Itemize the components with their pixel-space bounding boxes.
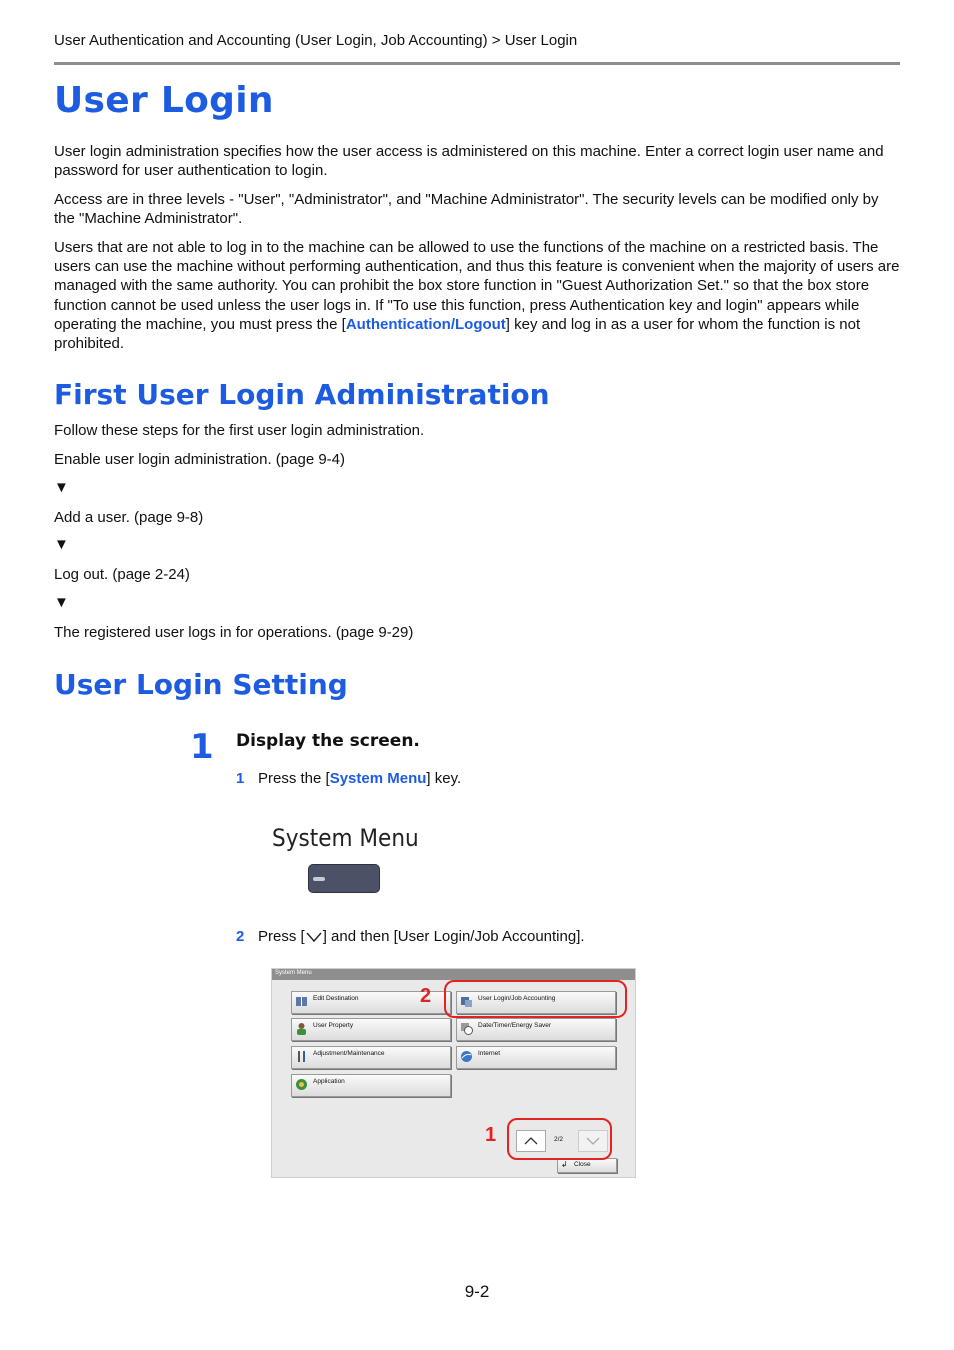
first-admin-step: Enable user login administration. (page 9-4) xyxy=(54,451,345,468)
close-label: Close xyxy=(574,1161,591,1168)
button-label: Application xyxy=(313,1078,345,1085)
application-button[interactable] xyxy=(291,1074,451,1097)
system-menu-key-label: System Menu xyxy=(272,824,419,852)
page-number: 9-2 xyxy=(464,1282,490,1301)
key-led-icon xyxy=(313,877,325,881)
adjustment-maintenance-button[interactable] xyxy=(291,1046,451,1069)
page-title: User Login xyxy=(54,80,274,121)
substep-number: 1 xyxy=(236,770,245,787)
book-icon xyxy=(295,995,308,1008)
intro-p3-text-b: ] key and log in as a user for whom the function is not prohibited. xyxy=(54,315,861,353)
intro-paragraph-2: Access are in three levels - "User", "Administrator", and "Machine Administrator". The security levels can be modified only by the "Machine Administrator". xyxy=(54,191,879,228)
date-timer-energy-saver-button[interactable] xyxy=(456,1018,616,1041)
panel-header xyxy=(272,969,635,980)
callout-number-1: 1 xyxy=(485,1124,497,1146)
return-arrow-icon: ↲ xyxy=(561,1160,568,1169)
internet-button[interactable] xyxy=(456,1046,616,1069)
authentication-logout-key: Authentication/Logout xyxy=(345,315,506,333)
substep-text xyxy=(258,928,585,945)
flow-arrow: ▼ xyxy=(54,479,69,496)
first-admin-step: Add a user. (page 9-8) xyxy=(54,509,204,526)
app-icon xyxy=(295,1078,308,1091)
breadcrumb: User Authentication and Accounting (User Login, Job Accounting) > User Login xyxy=(54,32,578,49)
globe-icon xyxy=(460,1050,473,1063)
first-admin-heading: First User Login Administration xyxy=(54,378,550,411)
user-icon xyxy=(295,1022,308,1035)
page-indicator: 2/2 xyxy=(554,1136,564,1143)
substep-text xyxy=(258,770,461,787)
substep-number: 2 xyxy=(236,928,245,945)
flow-arrow: ▼ xyxy=(54,594,69,611)
first-admin-lead: Follow these steps for the first user login administration. xyxy=(54,422,425,439)
intro-p3-text-a: Users that are not able to log in to the machine can be allowed to use the functions of the machine on a restricted basis. The users can use the machine without performing authentication, and thus this feature is convenient when the majority of users are managed with the same authority. You can prohibit the box store function in "Guest Authorization Set." so that the box store function cannot be used unless the user logs in. If "To use this function, press Authentication key and login" appears while operating the machine, you must press the [ xyxy=(54,239,900,333)
callout-highlight-2 xyxy=(444,980,627,1018)
button-label: User Login/Job Accounting xyxy=(478,995,556,1002)
substep-text-a: Press the [ xyxy=(258,770,330,787)
button-label: Adjustment/Maintenance xyxy=(313,1050,385,1057)
substep-text-b: ] key. xyxy=(426,770,462,787)
tools-icon xyxy=(295,1050,308,1063)
step-title: Display the screen. xyxy=(236,731,420,751)
system-menu-key[interactable] xyxy=(308,864,380,893)
user-property-button[interactable] xyxy=(291,1018,451,1041)
close-button[interactable] xyxy=(557,1158,617,1173)
substep-text-a: Press [ xyxy=(258,928,305,945)
flow-arrow: ▼ xyxy=(54,536,69,553)
button-label: User Property xyxy=(313,1022,354,1029)
callout-number-2: 2 xyxy=(420,985,432,1007)
chevron-down-icon xyxy=(305,931,323,943)
button-label: Date/Timer/Energy Saver xyxy=(478,1022,552,1029)
intro-paragraph-3 xyxy=(54,238,900,353)
substep-text-b: ] and then [User Login/Job Accounting]. xyxy=(322,928,585,945)
setting-heading: User Login Setting xyxy=(54,668,348,701)
panel-title: System Menu xyxy=(275,970,312,976)
button-label: Internet xyxy=(478,1050,501,1057)
clock-icon xyxy=(460,1022,473,1035)
system-menu-key-ref: System Menu xyxy=(329,770,427,787)
button-label: Edit Destination xyxy=(313,995,359,1002)
first-admin-step: The registered user logs in for operations. (page 9-29) xyxy=(54,624,414,641)
callout-highlight-1 xyxy=(507,1118,612,1160)
intro-paragraph-1: User login administration specifies how the user access is administered on this machine. Enter a correct login user name and password for user authentication to login. xyxy=(54,143,884,180)
first-admin-step: Log out. (page 2-24) xyxy=(54,566,190,583)
step-number: 1 xyxy=(190,727,214,767)
header-rule xyxy=(54,62,900,65)
